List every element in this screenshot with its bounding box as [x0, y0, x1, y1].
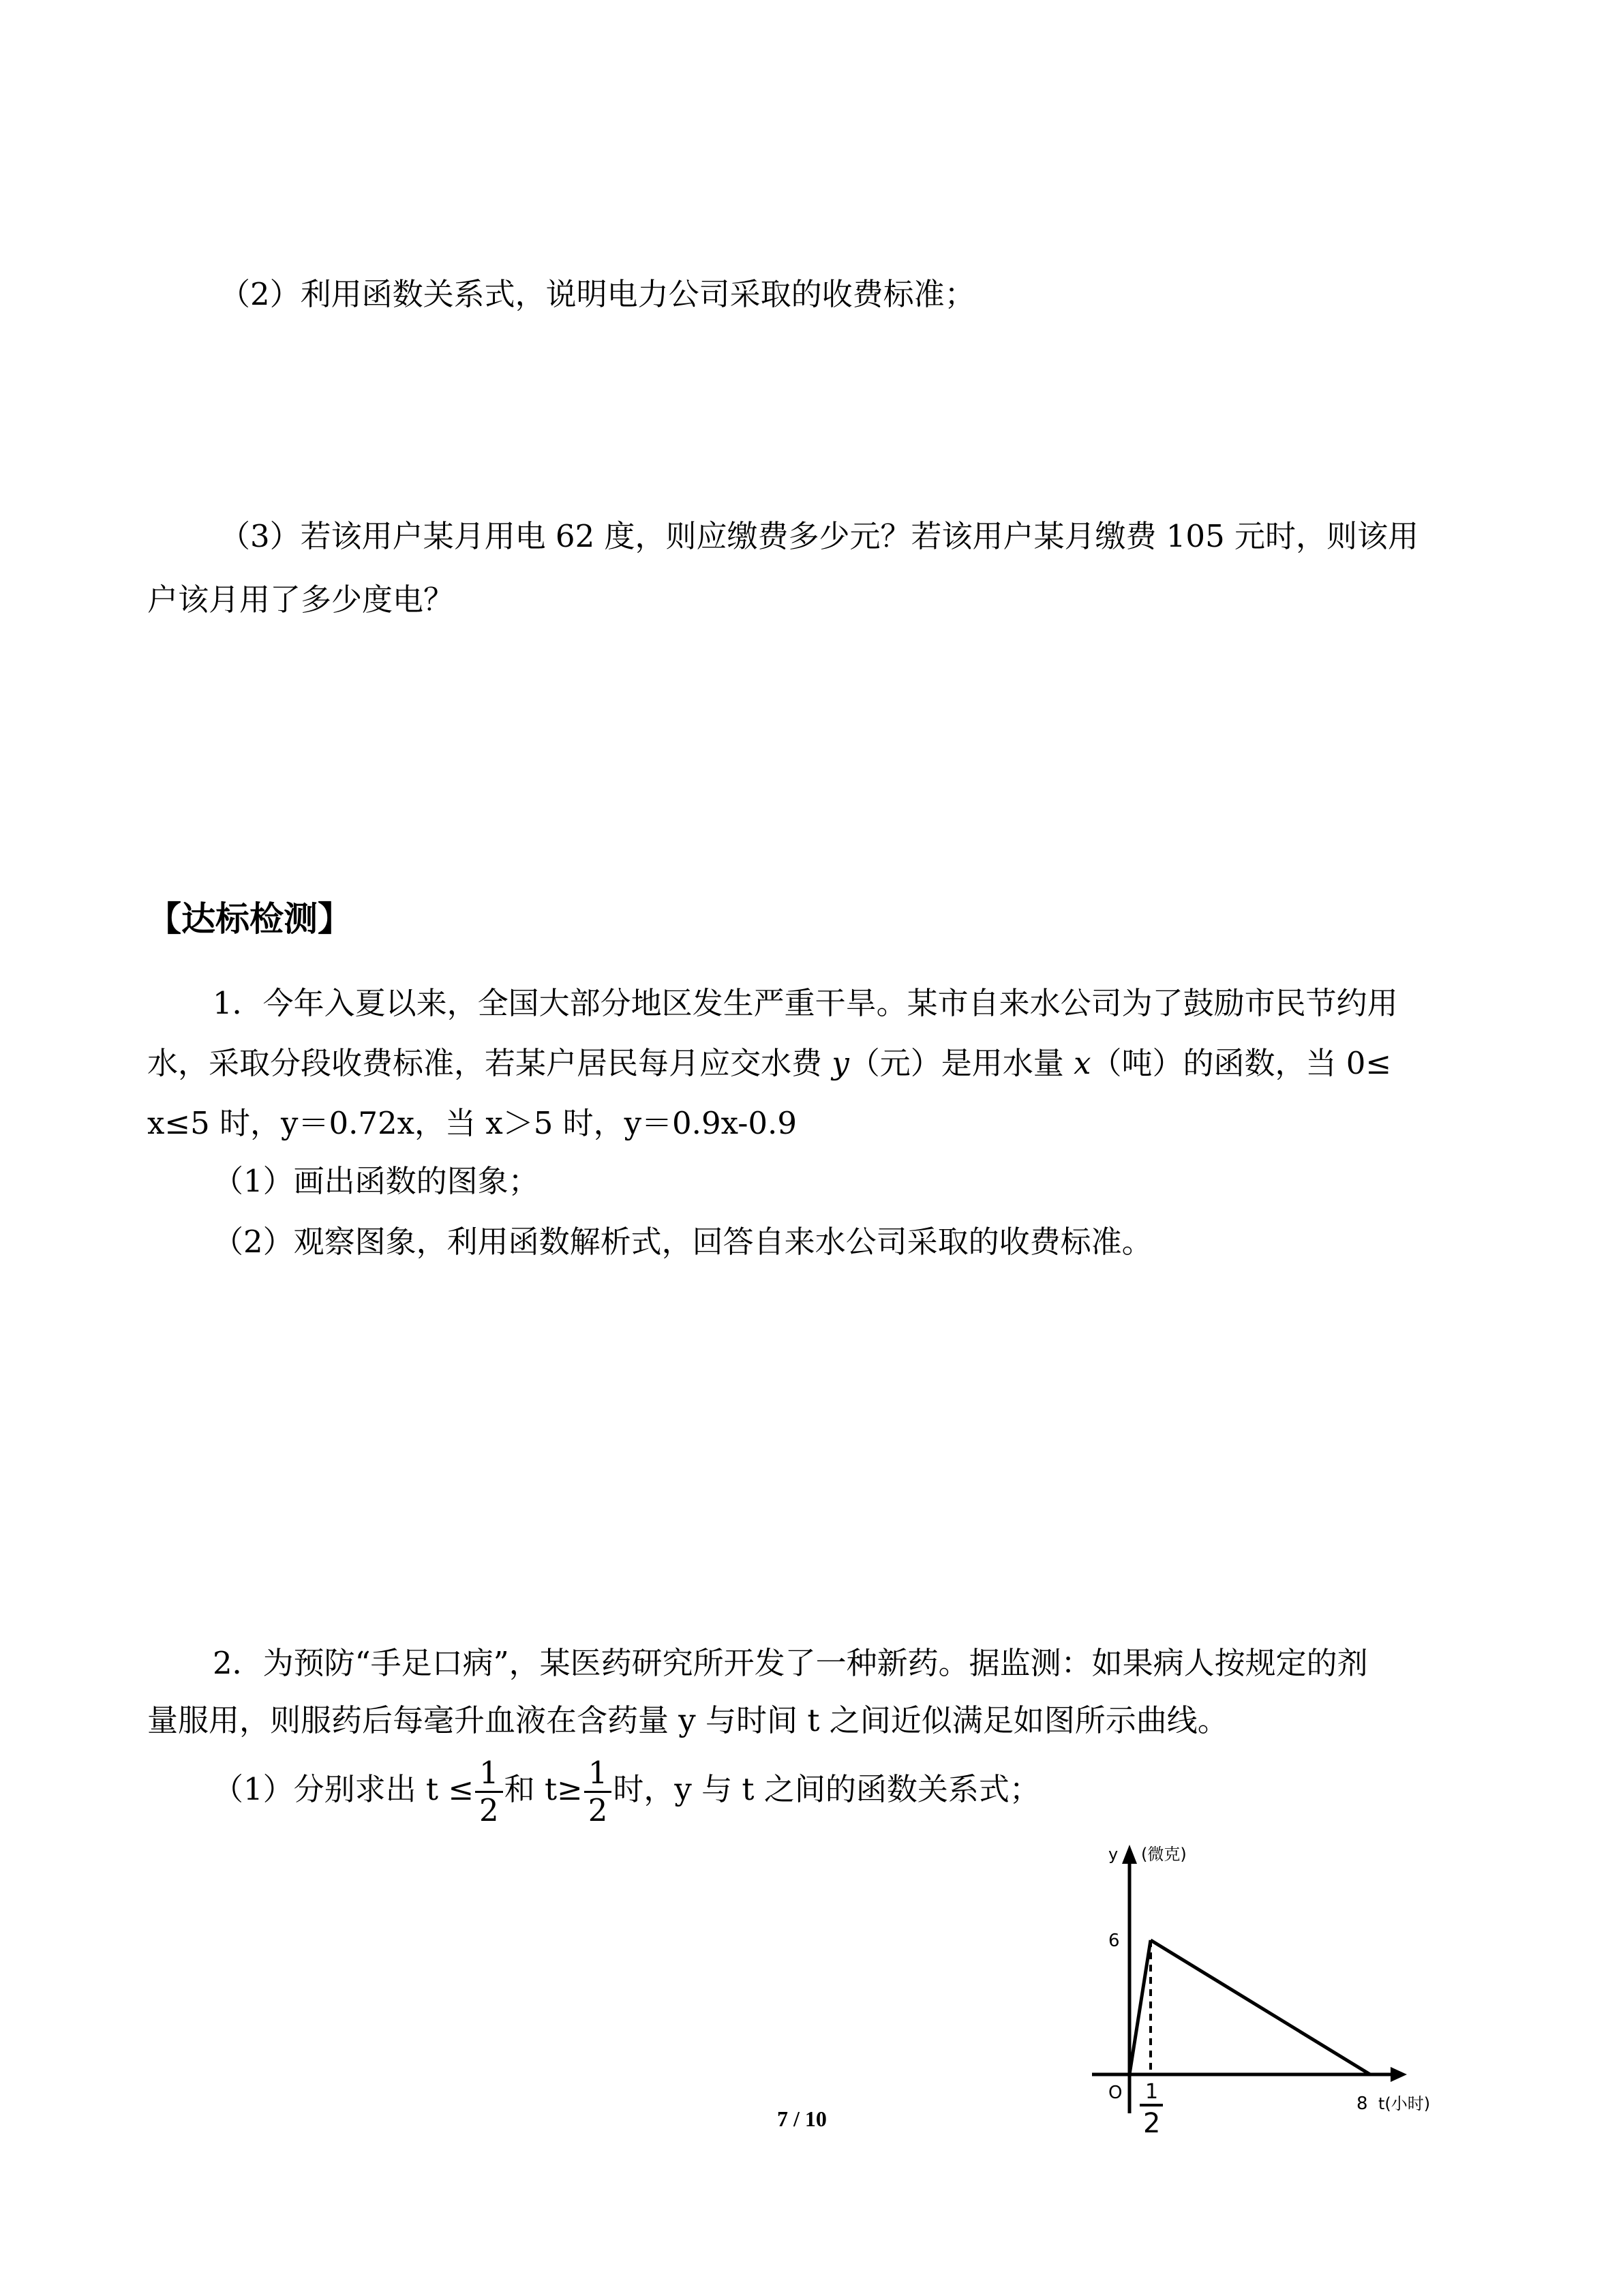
problem-1-line3: x≤5 时，y＝0.72x，当 x＞5 时，y＝0.9x-0.9 [147, 1105, 797, 1141]
fraction-half-2 [584, 1755, 612, 1828]
fraction-denominator: 2 [479, 1792, 499, 1828]
prev-question-2: （2）利用函数关系式，说明电力公司采取的收费标准； [219, 276, 975, 312]
problem-2-line2: 量服用，则服药后每毫升血液在含药量 y 与时间 t 之间近似满足如图所示曲线。 [147, 1702, 1228, 1738]
y-axis-label: y [1108, 1845, 1119, 1864]
problem-2-line1: 2．为预防“手足口病”，某医药研究所开发了一种新药。据监测：如果病人按规定的剂 [213, 1645, 1368, 1681]
section-title: 【达标检测】 [147, 899, 352, 939]
problem-2-q1-a: （1）分别求出 t ≤ [213, 1771, 474, 1807]
prev-question-3-line2: 户该月用了多少度电？ [147, 581, 455, 618]
page-number: 7 / 10 [777, 2106, 827, 2131]
prev-question-3-line1: （3）若该用户某月用电 62 度，则应缴费多少元？若该用户某月缴费 105 元时，则该用 [219, 518, 1419, 554]
x-tick-8: 8 [1356, 2094, 1368, 2114]
x-axis-label: t(小时) [1378, 2094, 1431, 2113]
y-tick-6: 6 [1108, 1931, 1120, 1951]
fraction-numerator: 1 [475, 1755, 503, 1793]
problem-1-line2-c: （吨）的函数，当 0≤ [1091, 1045, 1392, 1081]
x-axis-arrow [1391, 2067, 1407, 2082]
drug-concentration-graph [1084, 1841, 1466, 2147]
x-tick-half-numerator: 1 [1145, 2080, 1159, 2104]
x-tick-half-denominator: 2 [1143, 2108, 1161, 2139]
fraction-half [475, 1755, 503, 1828]
problem-1-question-2: （2）观察图象，利用函数解析式，回答自来水公司采取的收费标准。 [213, 1224, 1153, 1260]
problem-1-line2-b: （元）是用水量 [849, 1045, 1074, 1081]
problem-1-question-1: （1）画出函数的图象； [213, 1163, 539, 1199]
problem-2-q1-b: 和 t≥ [504, 1771, 583, 1807]
problem-1-line2-a: 水，采取分段收费标准，若某户居民每月应交水费 [147, 1045, 832, 1081]
y-axis-arrow [1122, 1845, 1137, 1864]
var-y: y [832, 1045, 849, 1081]
rising-segment [1129, 1940, 1151, 2074]
problem-1-line2 [147, 1043, 1391, 1084]
var-x: x [1074, 1045, 1091, 1081]
problem-2-question-1 [213, 1752, 1040, 1828]
fraction-denominator-2: 2 [588, 1792, 608, 1828]
problem-1-line1: 1．今年入夏以来，全国大部分地区发生严重干旱。某市自来水公司为了鼓励市民节约用 [213, 985, 1398, 1021]
origin-label: O [1108, 2083, 1123, 2103]
fraction-numerator-2: 1 [584, 1755, 612, 1793]
y-axis-unit: (微克) [1141, 1845, 1187, 1864]
falling-segment [1151, 1940, 1370, 2074]
problem-2-q1-c: 时，y 与 t 之间的函数关系式； [613, 1771, 1040, 1807]
